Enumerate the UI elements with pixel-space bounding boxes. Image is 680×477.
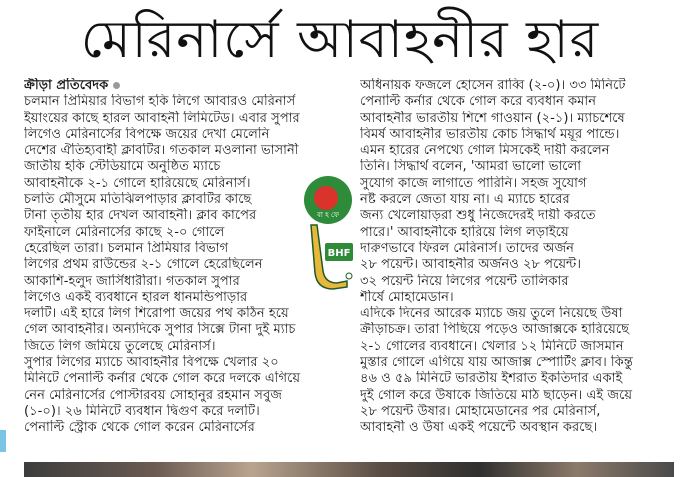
edge-color-tab <box>0 430 6 452</box>
text-line: দেশের ঐতিহ্যবাহী ক্লাবটির। গতকাল মওলানা ভাসানী <box>24 143 299 159</box>
text-line: জন্য খেলোয়াড়রা শুধু নিজেদেরই দায়ী করতে <box>360 208 596 224</box>
article-right-column <box>360 78 675 437</box>
text-line: হেরেছিল তারা। চলমান প্রিমিয়ার বিভাগ <box>24 240 229 256</box>
text-line: পারে।' আবাহনীকে হারিয়ে লিগ লড়াইয়ে <box>360 224 569 240</box>
bullet-icon <box>113 82 120 89</box>
text-line: মুস্তার গোলে এগিয়ে যায় আজাক্স স্পোর্টিং ক্লাব। কিন্তু <box>360 355 633 371</box>
bottom-photo-strip <box>24 462 674 477</box>
logo-red-sun <box>314 186 338 210</box>
text-line: (১-০)। ২৬ মিনিটে ব্যবধান দ্বিগুণ করে দলটি। <box>24 403 260 419</box>
right-body <box>360 78 675 437</box>
text-line: জাতীয় হকি স্টেডিয়ামে অনুষ্ঠিত ম্যাচে <box>24 159 221 175</box>
bhf-logo <box>303 173 355 291</box>
text-line: ২৮ পয়েন্ট উষার। মোহামেডানের পর মেরিনার্স, <box>360 403 601 419</box>
text-line: পেনাল্টি স্ট্রোক থেকে গোল করেন মেরিনার্সের <box>24 420 255 436</box>
text-line: চলতি মৌসুমে মতিঝিলপাড়ার ক্লাবটির কাছে <box>24 192 252 208</box>
logo-text-bhf: BHF <box>327 248 351 259</box>
text-line: চলমান প্রিমিয়ার বিভাগ হকি লিগে আবারও মেরিনার্স <box>24 94 296 110</box>
text-line: আবাহনী ও উষা একই পয়েন্টে অবস্থান করছে। <box>360 420 598 436</box>
text-line: দলটি। এই হারে লিগ শিরোপা জয়ের পথ কঠিন হয়ে <box>24 306 289 322</box>
text-line: ৪৬ ও ৫৯ মিনিটে ভারতীয় ইশরাত ইকতিদার একাই <box>360 371 623 387</box>
text-line: ক্রীড়াচক্র। তারা পিছিয়ে পড়েও আজাক্সকে হারিয়েছে <box>360 322 630 338</box>
text-line: এদিকে দিনের আরেক ম্যাচে জয় তুলে নিয়েছে উষা <box>360 306 623 322</box>
text-line: অধিনায়ক ফজলে হোসেন রাব্বি (২-০)। ৩৩ মিনিটে <box>360 78 626 93</box>
text-line: সুপার লিগের ম্যাচে আবাহনীর বিপক্ষে খেলার ২০ <box>24 355 279 371</box>
text-line: লিগেও একই ব্যবধানে হারল ধানমন্ডিপাড়ার <box>24 289 248 305</box>
text-line: লিগের প্রথম রাউন্ডের ২-১ গোলে হেরেছিলেন <box>24 257 263 273</box>
logo-text-bangla: বা হ ফে <box>316 211 340 219</box>
text-line: মিনিটে পেনাল্টি কর্নার থেকে গোল করে দলকে এগিয়ে <box>24 371 301 387</box>
text-line: ইয়াংয়ের কাছে হারল আবাহনী লিমিটেড। এবার সুপার <box>24 110 300 126</box>
text-line: বিমর্ষ আবাহনীর ভারতীয় কোচ সিদ্ধার্থ ময়ূর পান্ডে। <box>360 126 620 142</box>
text-line: আকাশি-হলুদ জার্সিধারীরা। গতকাল সুপার <box>24 273 240 289</box>
text-line: ২-১ গোলের ব্যবধানে। খেলার ১২ মিনিটে জাসমান <box>360 338 624 354</box>
text-line: এমন হারের নেপথ্যে গোল মিসকেই দায়ী করলেন <box>360 143 610 159</box>
text-line: দারুণভাবে ফিরল মেরিনার্স। তাদের অর্জন <box>360 240 574 256</box>
text-line: টানা তৃতীয় হার দেখল আবাহনী। ক্লাব কাপের <box>24 208 257 224</box>
text-line: শীর্ষে মোহামেডান। <box>360 289 454 305</box>
byline: ক্রীড়া প্রতিবেদক <box>24 78 109 93</box>
text-line: গেল আবাহনীর। অন্যদিকে সুপার সিক্সে টানা দুই ম্যাচ <box>24 322 296 338</box>
text-line: নষ্ট করলে জেতা যায় না। এ ম্যাচে হারের <box>360 192 570 208</box>
text-line: তিনি। সিদ্ধার্থ বলেন, 'আমরা ভালো ভালো <box>360 159 582 175</box>
text-line: লিগেও মেরিনার্সের বিপক্ষে জয়ের দেখা মেলেনি <box>24 126 270 142</box>
headline: মেরিনার্সে আবাহনীর হার <box>80 10 600 70</box>
text-line: ফাইনালে মেরিনার্সের কাছে ২-০ গোলে <box>24 224 225 240</box>
byline-row <box>24 78 352 94</box>
text-line: সুযোগ কাজে লাগাতে পারিনি। সহজ সুযোগ <box>360 175 587 191</box>
text-line: আবাহনীকে ২-১ গোলে হারিয়েছে মেরিনার্স। <box>24 175 251 191</box>
text-line: আবাহনীর ভারতীয় শিশে গাওয়ান (২-১)। ম্যাচশেষে <box>360 110 625 126</box>
text-line: নেন মেরিনার্সের পোস্টারবয় সোহানুর রহমান সবুজ <box>24 387 282 403</box>
text-line: ৩২ পয়েন্ট নিয়ে লিগের পয়েন্ট তালিকার <box>360 273 569 289</box>
text-line: পেনাল্টি কর্নার থেকে গোল করে ব্যবধান কমান <box>360 94 597 110</box>
text-line: দুই গোল করে উষাকে জিতিয়ে মাঠ ছাড়েন। এই জয়ে <box>360 387 633 403</box>
text-line: জিতে লিগ জমিয়ে তুলেছে মেরিনার্স। <box>24 338 216 354</box>
hockey-ball-icon <box>346 273 352 279</box>
text-line: ২৮ পয়েন্ট। আবাহনীর অর্জনও ২৮ পয়েন্ট। <box>360 257 582 273</box>
